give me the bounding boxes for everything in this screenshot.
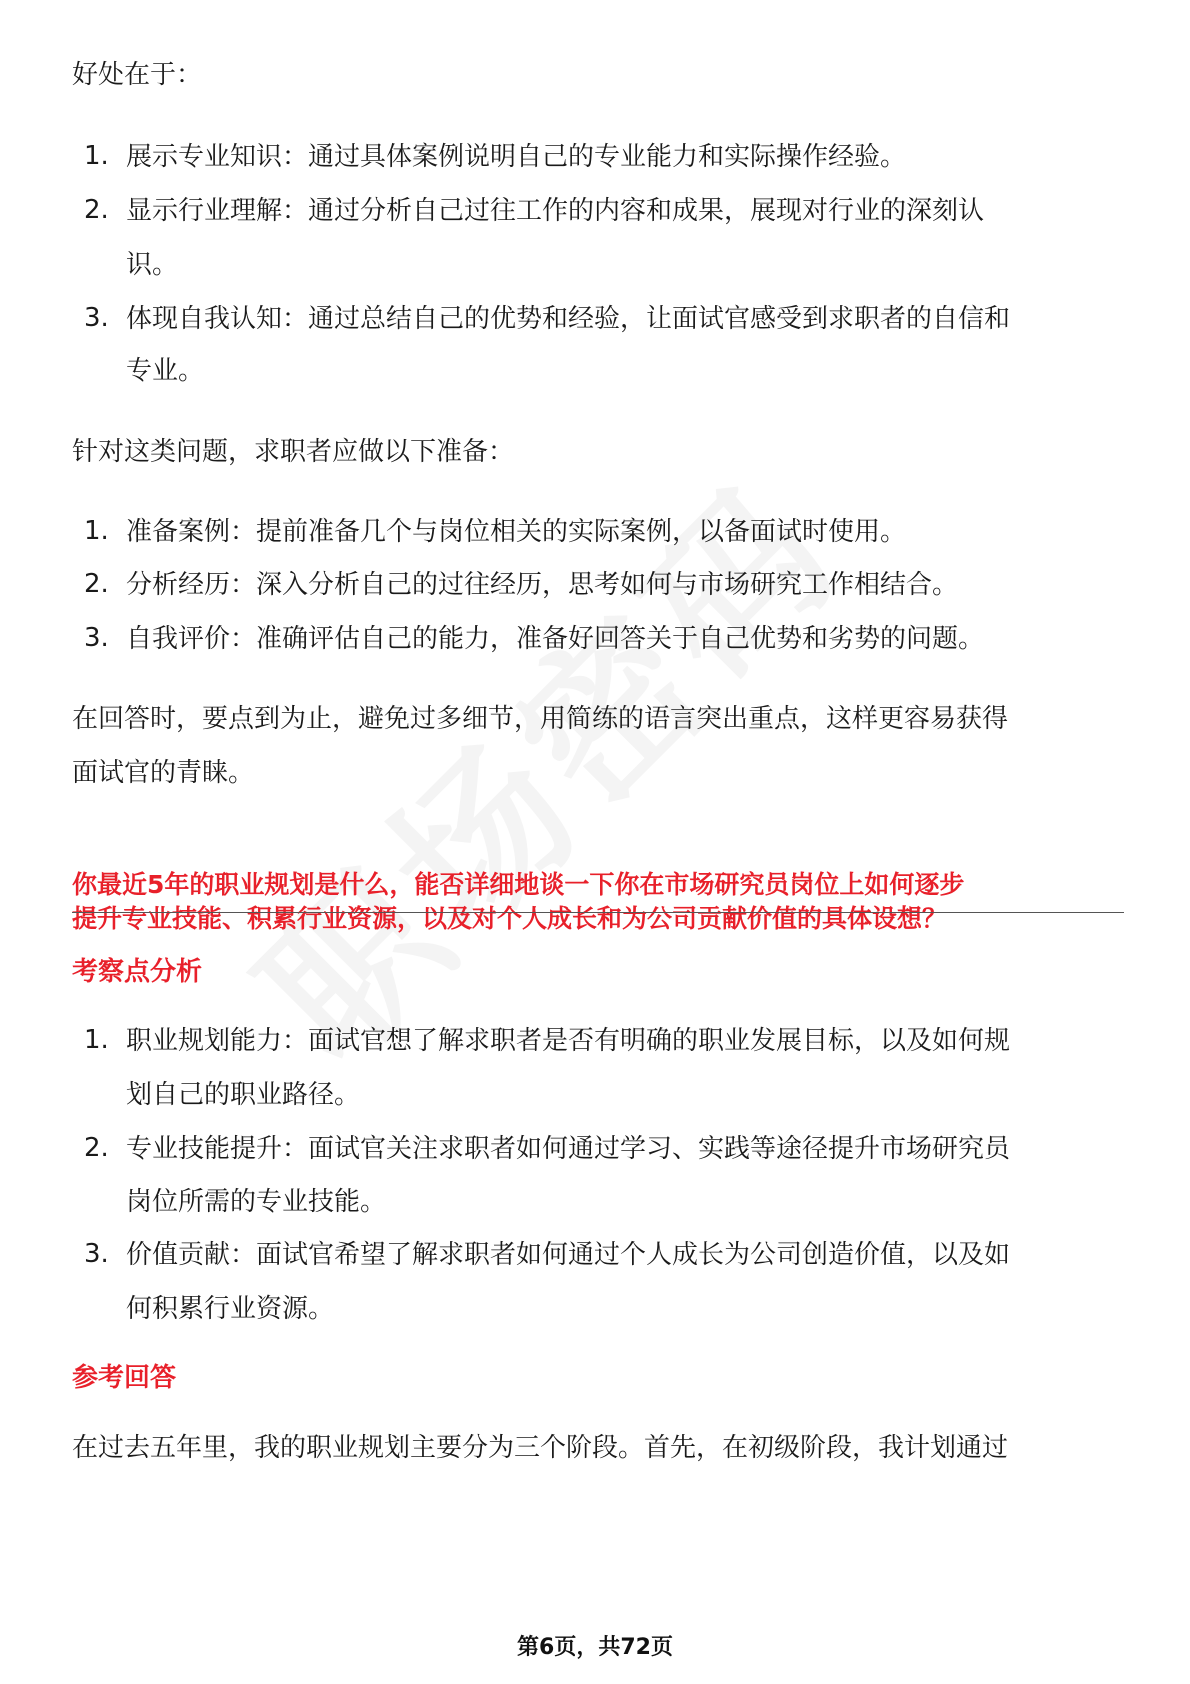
list-number: 2. (84, 569, 109, 599)
list-number: 3. (84, 623, 109, 653)
list-number: 3. (84, 1239, 109, 1269)
list-number: 3. (84, 303, 109, 333)
list-item: 专业技能提升：面试官关注求职者如何通过学习、实践等途径提升市场研究员 (126, 1134, 1011, 1164)
list-item: 展示专业知识：通过具体案例说明自己的专业能力和实际操作经验。 (126, 142, 907, 172)
list-item: 准备案例：提前准备几个与岗位相关的实际案例，以备面试时使用。 (126, 517, 907, 547)
list-number: 1. (84, 516, 109, 546)
list-item-continuation: 何积累行业资源。 (126, 1294, 335, 1324)
interview-question-continuation: 提升专业技能、积累行业资源，以及对个人成长和为公司贡献价值的具体设想？ (72, 904, 948, 933)
list-item: 显示行业理解：通过分析自己过往工作的内容和成果，展现对行业的深刻认 (126, 196, 985, 226)
list-item-continuation: 岗位所需的专业技能。 (126, 1187, 387, 1217)
closing-paragraph-continuation: 面试官的青睐。 (72, 758, 255, 788)
list-item: 价值贡献：面试官希望了解求职者如何通过个人成长为公司创造价值，以及如 (126, 1240, 1011, 1270)
list-item-continuation: 划自己的职业路径。 (126, 1080, 361, 1110)
list-item-continuation: 识。 (126, 250, 179, 280)
list-item: 体现自我认知：通过总结自己的优势和经验，让面试官感受到求职者的自信和 (126, 304, 1011, 334)
list-number: 1. (84, 141, 109, 171)
section-divider (72, 912, 1124, 913)
list-item: 职业规划能力：面试官想了解求职者是否有明确的职业发展目标，以及如何规 (126, 1026, 1011, 1056)
intro-benefits: 好处在于： (72, 60, 203, 90)
interview-question: 你最近5年的职业规划是什么，能否详细地谈一下你在市场研究员岗位上如何逐步 (72, 870, 965, 899)
list-item-continuation: 专业。 (126, 356, 205, 386)
list-number: 1. (84, 1025, 109, 1055)
closing-paragraph: 在回答时，要点到为止，避免过多细节，用简练的语言突出重点，这样更容易获得 (72, 704, 1009, 734)
list-number: 2. (84, 195, 109, 225)
list-item: 分析经历：深入分析自己的过往经历，思考如何与市场研究工作相结合。 (126, 570, 959, 600)
intro-preparation: 针对这类问题，求职者应做以下准备： (72, 437, 515, 467)
analysis-heading: 考察点分析 (72, 957, 203, 987)
list-item: 自我评价：准确评估自己的能力，准备好回答关于自己优势和劣势的问题。 (126, 624, 985, 654)
answer-heading: 参考回答 (72, 1363, 177, 1393)
list-number: 2. (84, 1133, 109, 1163)
answer-paragraph: 在过去五年里，我的职业规划主要分为三个阶段。首先，在初级阶段，我计划通过 (72, 1433, 1009, 1463)
page-number-footer: 第6页，共72页 (517, 1635, 673, 1660)
